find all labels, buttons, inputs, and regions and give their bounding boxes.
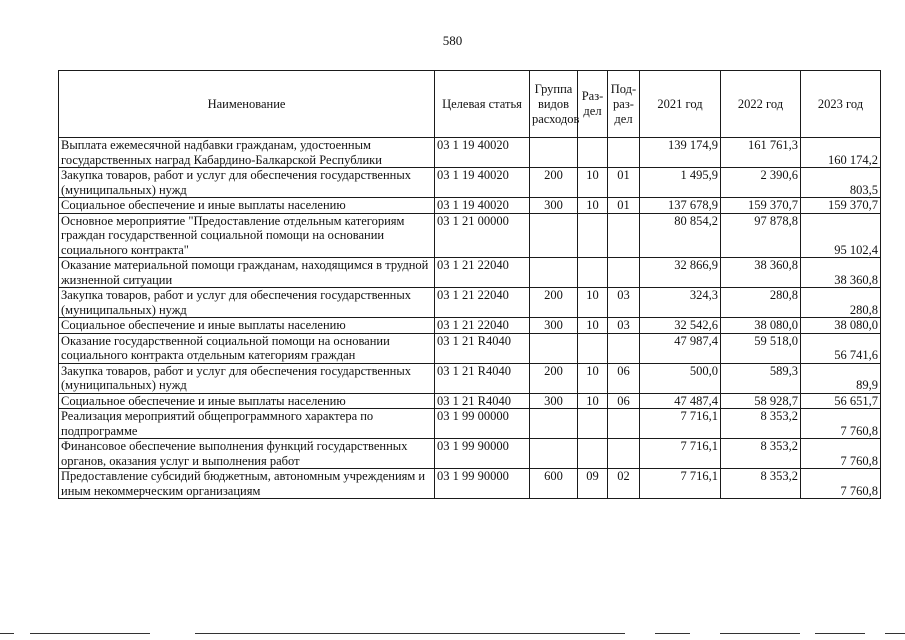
cell-section: [578, 409, 608, 439]
cell-2021: 32 866,9: [640, 258, 721, 288]
cell-code: 03 1 99 00000: [435, 409, 530, 439]
cell-section: [578, 439, 608, 469]
cell-2022: 38 360,8: [721, 258, 801, 288]
table-header-row: [59, 71, 881, 138]
cell-name: Реализация мероприятий общепрограммного характера по подпрограмме: [59, 409, 435, 439]
cell-group: [530, 439, 578, 469]
table-row: [59, 363, 881, 393]
cell-2021: 500,0: [640, 363, 721, 393]
table-row: [59, 318, 881, 334]
cell-section: 10: [578, 168, 608, 198]
cell-code: 03 1 21 22040: [435, 288, 530, 318]
cell-2022: 161 761,3: [721, 138, 801, 168]
header-2021: 2021 год: [640, 71, 721, 138]
cell-section: [578, 213, 608, 258]
cell-2023: 160 174,2: [801, 138, 881, 168]
cell-2023: 803,5: [801, 168, 881, 198]
cell-code: 03 1 21 22040: [435, 258, 530, 288]
cell-group: 300: [530, 393, 578, 409]
table-row: [59, 138, 881, 168]
table-row: [59, 213, 881, 258]
cell-2023: 159 370,7: [801, 198, 881, 214]
cell-group: 200: [530, 363, 578, 393]
cell-section: 09: [578, 469, 608, 499]
cell-code: 03 1 21 R4040: [435, 333, 530, 363]
cell-2022: 589,3: [721, 363, 801, 393]
cell-name: Социальное обеспечение и иные выплаты населению: [59, 393, 435, 409]
cell-2022: 8 353,2: [721, 469, 801, 499]
cell-name: Финансовое обеспечение выполнения функций государственных органов, оказания услуг и выполнения работ: [59, 439, 435, 469]
cell-2022: 59 518,0: [721, 333, 801, 363]
cell-2021: 324,3: [640, 288, 721, 318]
footer-rules: [0, 633, 905, 636]
cell-name: Закупка товаров, работ и услуг для обеспечения государственных (муниципальных) нужд: [59, 168, 435, 198]
cell-name: Выплата ежемесячной надбавки гражданам, удостоенным государственных наград Кабардино-Балкарской Республики: [59, 138, 435, 168]
cell-subsection: [608, 213, 640, 258]
table-row: [59, 258, 881, 288]
cell-2022: 97 878,8: [721, 213, 801, 258]
cell-code: 03 1 19 40020: [435, 198, 530, 214]
cell-2022: 58 928,7: [721, 393, 801, 409]
cell-code: 03 1 21 22040: [435, 318, 530, 334]
cell-section: 10: [578, 363, 608, 393]
page-number: 580: [442, 33, 463, 48]
cell-subsection: [608, 138, 640, 168]
header-subsection: Под-раз-дел: [608, 71, 640, 138]
cell-2021: 80 854,2: [640, 213, 721, 258]
cell-subsection: [608, 439, 640, 469]
cell-2021: 7 716,1: [640, 439, 721, 469]
cell-group: [530, 138, 578, 168]
cell-subsection: [608, 409, 640, 439]
cell-code: 03 1 99 90000: [435, 469, 530, 499]
cell-2022: 280,8: [721, 288, 801, 318]
cell-2023: 7 760,8: [801, 469, 881, 499]
cell-2022: 38 080,0: [721, 318, 801, 334]
cell-2022: 8 353,2: [721, 409, 801, 439]
cell-2023: 38 360,8: [801, 258, 881, 288]
cell-2023: 7 760,8: [801, 409, 881, 439]
cell-name: Оказание материальной помощи гражданам, находящимся в трудной жизненной ситуации: [59, 258, 435, 288]
cell-group: [530, 333, 578, 363]
table-row: [59, 288, 881, 318]
table-row: [59, 409, 881, 439]
header-2023: 2023 год: [801, 71, 881, 138]
cell-2023: 56 741,6: [801, 333, 881, 363]
cell-2023: 56 651,7: [801, 393, 881, 409]
table-row: [59, 333, 881, 363]
cell-2023: 7 760,8: [801, 439, 881, 469]
cell-name: Оказание государственной социальной помощи на основании социального контракта отдельным категориям граждан: [59, 333, 435, 363]
cell-code: 03 1 19 40020: [435, 138, 530, 168]
table-row: [59, 393, 881, 409]
cell-group: 200: [530, 168, 578, 198]
cell-section: [578, 333, 608, 363]
cell-2022: 8 353,2: [721, 439, 801, 469]
cell-2021: 47 487,4: [640, 393, 721, 409]
header-2022: 2022 год: [721, 71, 801, 138]
cell-2021: 137 678,9: [640, 198, 721, 214]
budget-table: [58, 70, 881, 499]
cell-group: [530, 258, 578, 288]
cell-section: [578, 138, 608, 168]
cell-name: Закупка товаров, работ и услуг для обеспечения государственных (муниципальных) нужд: [59, 288, 435, 318]
cell-group: [530, 409, 578, 439]
cell-group: 300: [530, 318, 578, 334]
cell-group: 300: [530, 198, 578, 214]
table-body: [59, 138, 881, 499]
header-name: Наименование: [59, 71, 435, 138]
cell-group: 200: [530, 288, 578, 318]
cell-2021: 47 987,4: [640, 333, 721, 363]
cell-code: 03 1 19 40020: [435, 168, 530, 198]
table-row: [59, 469, 881, 499]
cell-2022: 2 390,6: [721, 168, 801, 198]
cell-section: 10: [578, 393, 608, 409]
cell-name: Основное мероприятие "Предоставление отдельным категориям граждан государственной социальной помощи на основании социального контракта": [59, 213, 435, 258]
header-section: Раз-дел: [578, 71, 608, 138]
cell-section: 10: [578, 198, 608, 214]
cell-code: 03 1 21 00000: [435, 213, 530, 258]
cell-group: [530, 213, 578, 258]
cell-2023: 89,9: [801, 363, 881, 393]
cell-section: 10: [578, 318, 608, 334]
cell-subsection: 03: [608, 288, 640, 318]
cell-2022: 159 370,7: [721, 198, 801, 214]
cell-2021: 7 716,1: [640, 469, 721, 499]
cell-name: Закупка товаров, работ и услуг для обеспечения государственных (муниципальных) нужд: [59, 363, 435, 393]
cell-section: [578, 258, 608, 288]
cell-name: Предоставление субсидий бюджетным, автономным учреждениям и иным некоммерческим организациям: [59, 469, 435, 499]
cell-subsection: 02: [608, 469, 640, 499]
cell-subsection: [608, 333, 640, 363]
table-row: [59, 198, 881, 214]
cell-2021: 1 495,9: [640, 168, 721, 198]
cell-name: Социальное обеспечение и иные выплаты населению: [59, 318, 435, 334]
header-group: Группа видов расходов: [530, 71, 578, 138]
cell-section: 10: [578, 288, 608, 318]
cell-subsection: 01: [608, 168, 640, 198]
cell-code: 03 1 21 R4040: [435, 393, 530, 409]
cell-code: 03 1 21 R4040: [435, 363, 530, 393]
cell-name: Социальное обеспечение и иные выплаты населению: [59, 198, 435, 214]
cell-subsection: 06: [608, 363, 640, 393]
cell-code: 03 1 99 90000: [435, 439, 530, 469]
cell-2021: 7 716,1: [640, 409, 721, 439]
cell-subsection: [608, 258, 640, 288]
table-row: [59, 439, 881, 469]
cell-subsection: 03: [608, 318, 640, 334]
cell-2021: 32 542,6: [640, 318, 721, 334]
cell-2023: 280,8: [801, 288, 881, 318]
table-row: [59, 168, 881, 198]
cell-2023: 38 080,0: [801, 318, 881, 334]
cell-subsection: 01: [608, 198, 640, 214]
cell-subsection: 06: [608, 393, 640, 409]
cell-2023: 95 102,4: [801, 213, 881, 258]
cell-group: 600: [530, 469, 578, 499]
header-code: Целевая статья: [435, 71, 530, 138]
cell-2021: 139 174,9: [640, 138, 721, 168]
